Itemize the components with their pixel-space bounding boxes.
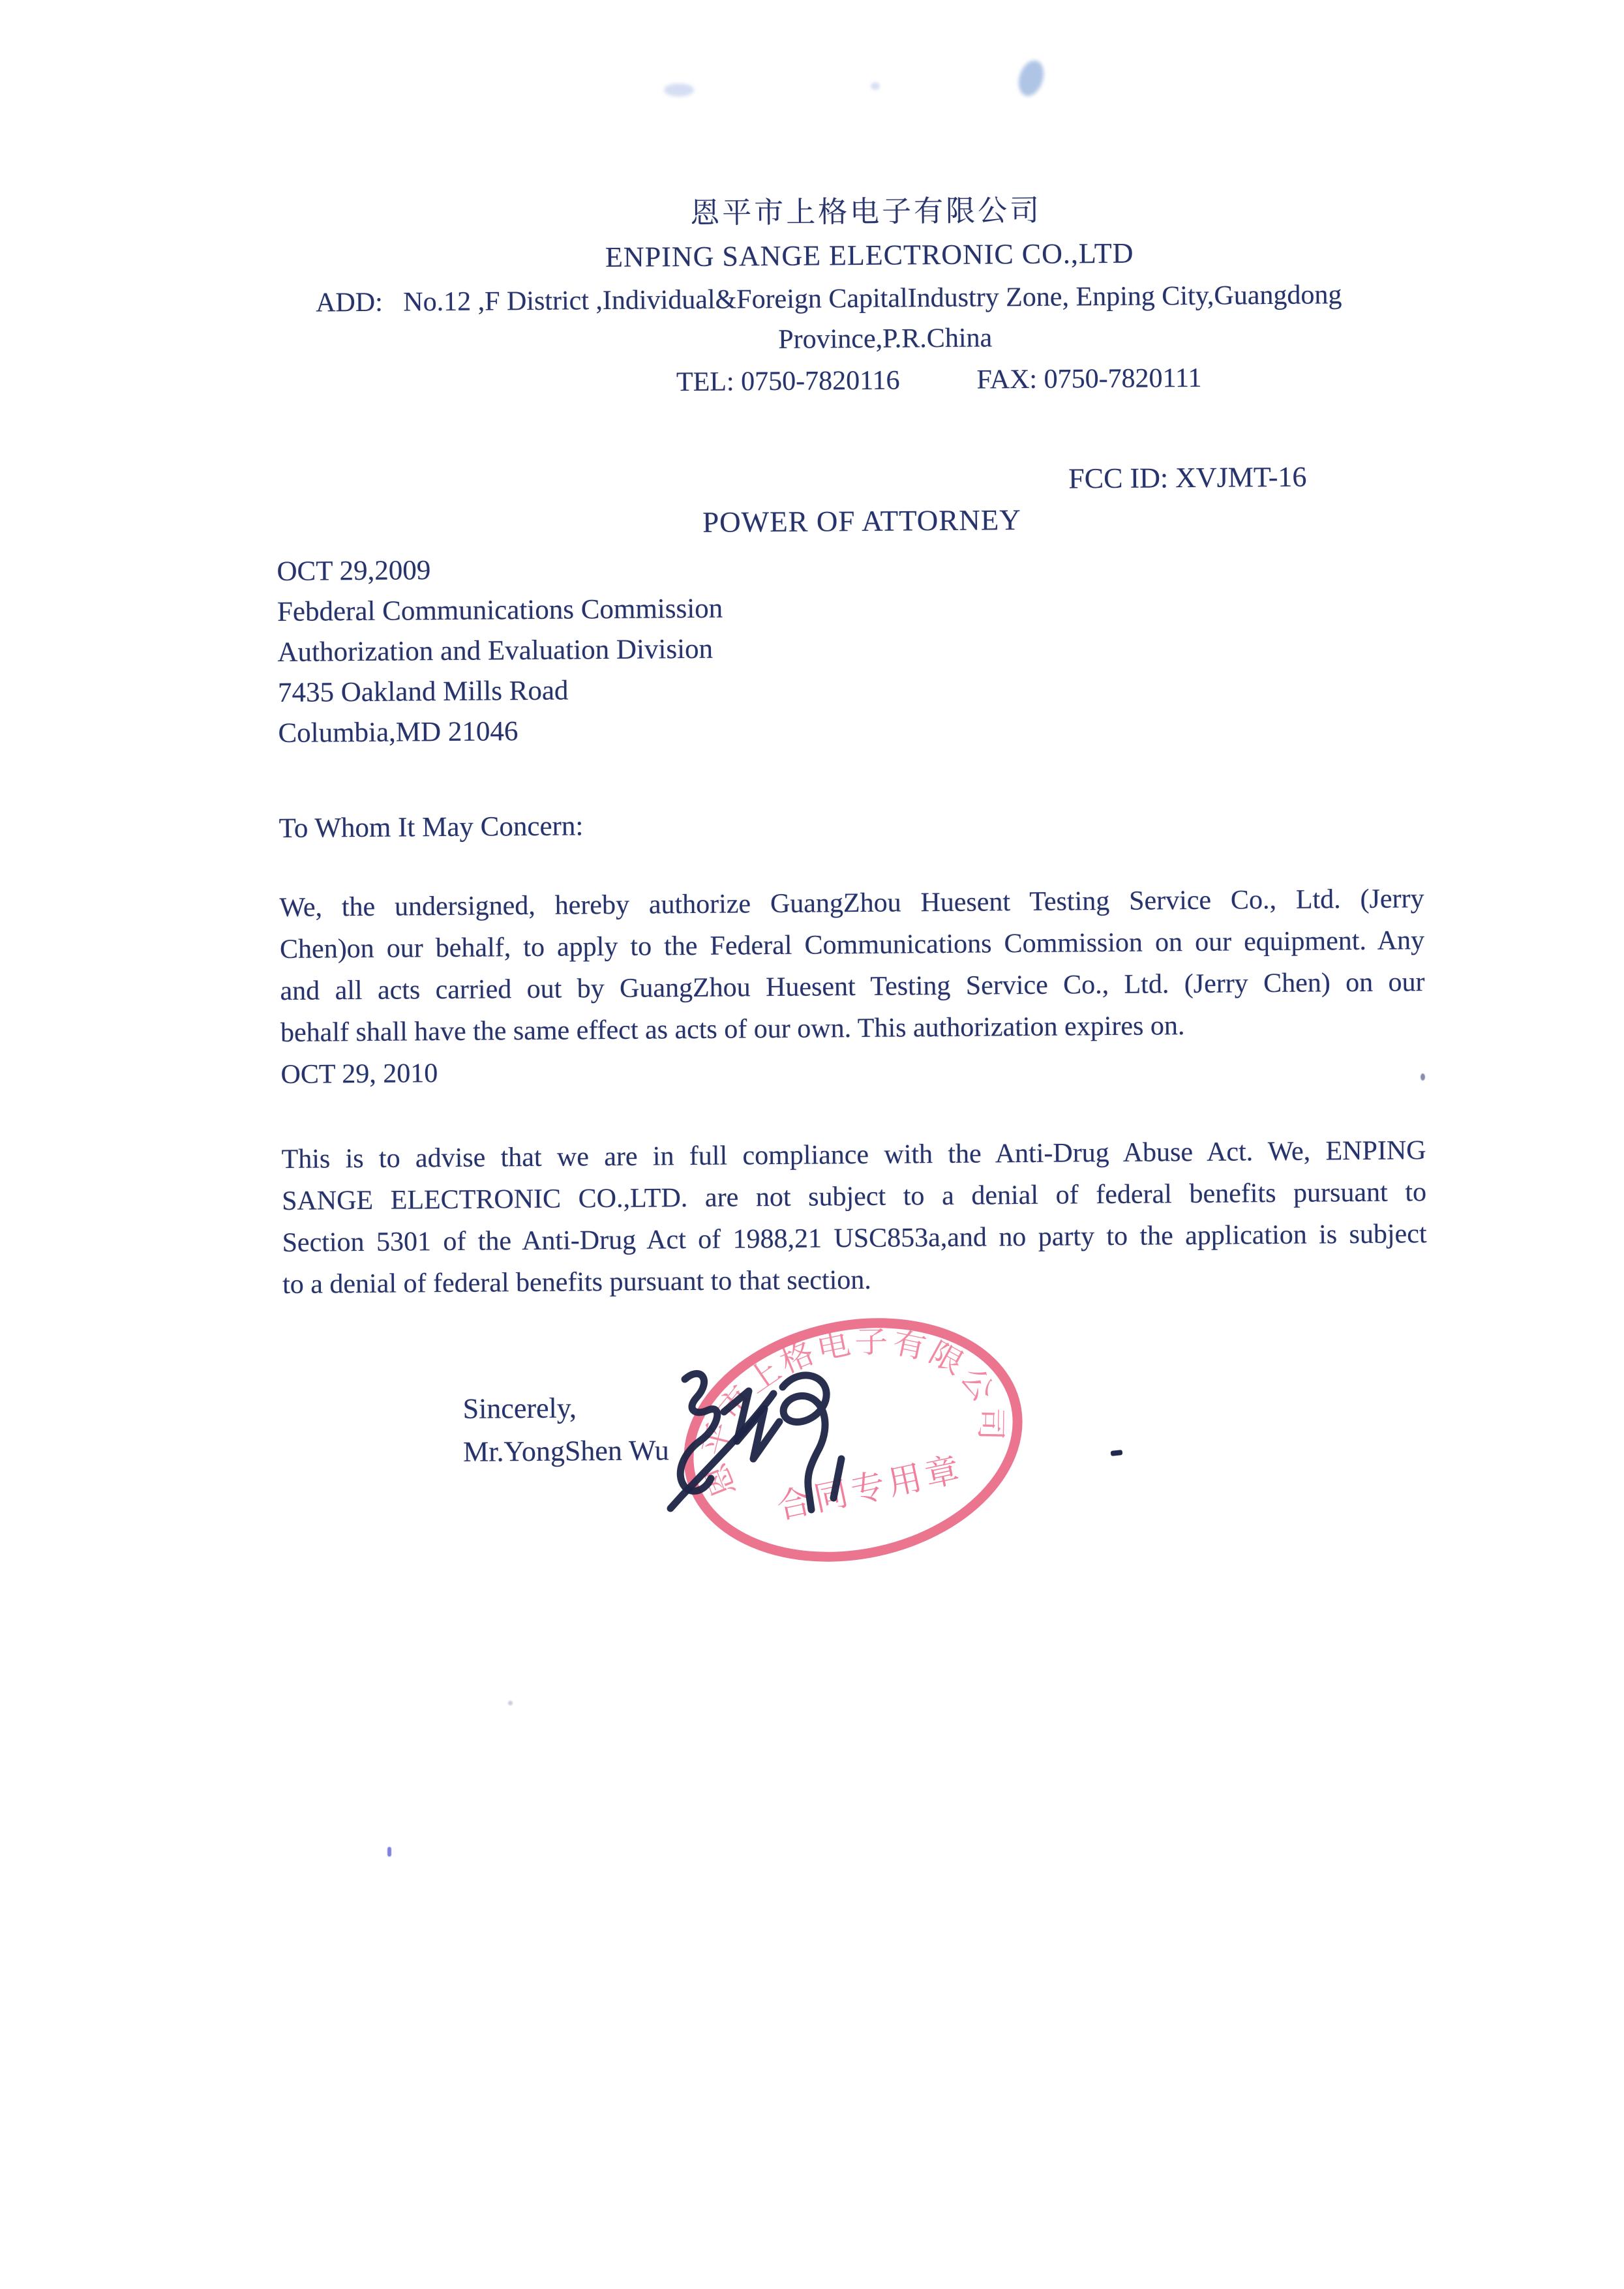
stamp-center-text: 合同专用章	[774, 1450, 967, 1527]
scan-tick-bottom-left	[387, 1847, 391, 1857]
company-name-en: ENPING SANGE ELECTRONIC CO.,LTD	[605, 237, 1134, 274]
expiry-date: OCT 29, 2010	[280, 1058, 438, 1090]
fcc-id: FCC ID: XVJMT-16	[1068, 460, 1307, 495]
tel-number: TEL: 0750-7820116	[676, 365, 900, 398]
paragraph-2-line-4: to a denial of federal benefits pursuant to that section.	[282, 1264, 871, 1300]
signer-name: Mr.YongShen Wu	[462, 1434, 670, 1468]
paragraph-1	[279, 878, 1425, 1054]
company-name-cn: 恩平市上格电子有限公司	[690, 194, 1042, 230]
paragraph-1-line-2: Chen)on our behalf, to apply to the Federal Communications Commission on our equipment. Any	[279, 925, 1425, 965]
address-line-2: Province,P.R.China	[778, 323, 993, 355]
telfax-line	[367, 355, 1511, 405]
paragraph-2-line-3: Section 5301 of the Anti-Drug Act of 1988,21 USC853a,and no party to the application is subject	[282, 1219, 1427, 1258]
recipient-line-2: Authorization and Evaluation Division	[277, 633, 714, 668]
scan-speck-lower-left	[508, 1701, 513, 1705]
company-stamp-and-signature	[646, 1288, 1063, 1614]
paragraph-1-line-1: We, the undersigned, hereby authorize GuangZhou Huesent Testing Service Co., Ltd. (Jerry	[279, 884, 1424, 923]
paragraph-2	[281, 1130, 1427, 1306]
scan-speck-top-center	[871, 82, 880, 90]
letter-date: OCT 29,2009	[277, 555, 431, 587]
salutation: To Whom It May Concern:	[278, 811, 584, 844]
letterhead	[274, 188, 1420, 406]
stamp-arc-text: 恩平市上格电子有限公司	[697, 1325, 1008, 1503]
address-line-1: ADD: No.12 ,F District ,Individual&Foreign CapitalIndustry Zone, Enping City,Guangdong	[315, 280, 1342, 318]
closing: Sincerely,	[462, 1392, 577, 1425]
recipient-line-1: Febderal Communications Commission	[277, 593, 723, 627]
scan-blob-top-right	[1014, 57, 1048, 99]
letter-body	[274, 188, 1428, 1475]
scan-smudge-top-left	[664, 83, 694, 97]
paragraph-2-line-2: SANGE ELECTRONIC CO.,LTD. are not subject to a denial of federal benefits pursuant to	[281, 1177, 1427, 1216]
document-title: POWER OF ATTORNEY	[702, 503, 1021, 539]
recipient-line-4: Columbia,MD 21046	[278, 716, 519, 749]
paragraph-1-line-3: and all acts carried out by GuangZhou Huesent Testing Service Co., Ltd. (Jerry Chen) on our	[280, 967, 1425, 1006]
recipient-line-3: 7435 Oakland Mills Road	[277, 675, 569, 708]
company-stamp	[667, 1294, 1040, 1586]
fax-number: FAX: 0750-7820111	[976, 363, 1202, 395]
paragraph-1-line-4: behalf shall have the same effect as acts of our own. This authorization expires on.	[280, 1011, 1185, 1048]
paragraph-2-line-1: This is to advise that we are in full compliance with the Anti-Drug Abuse Act. We, ENPING	[281, 1135, 1426, 1174]
